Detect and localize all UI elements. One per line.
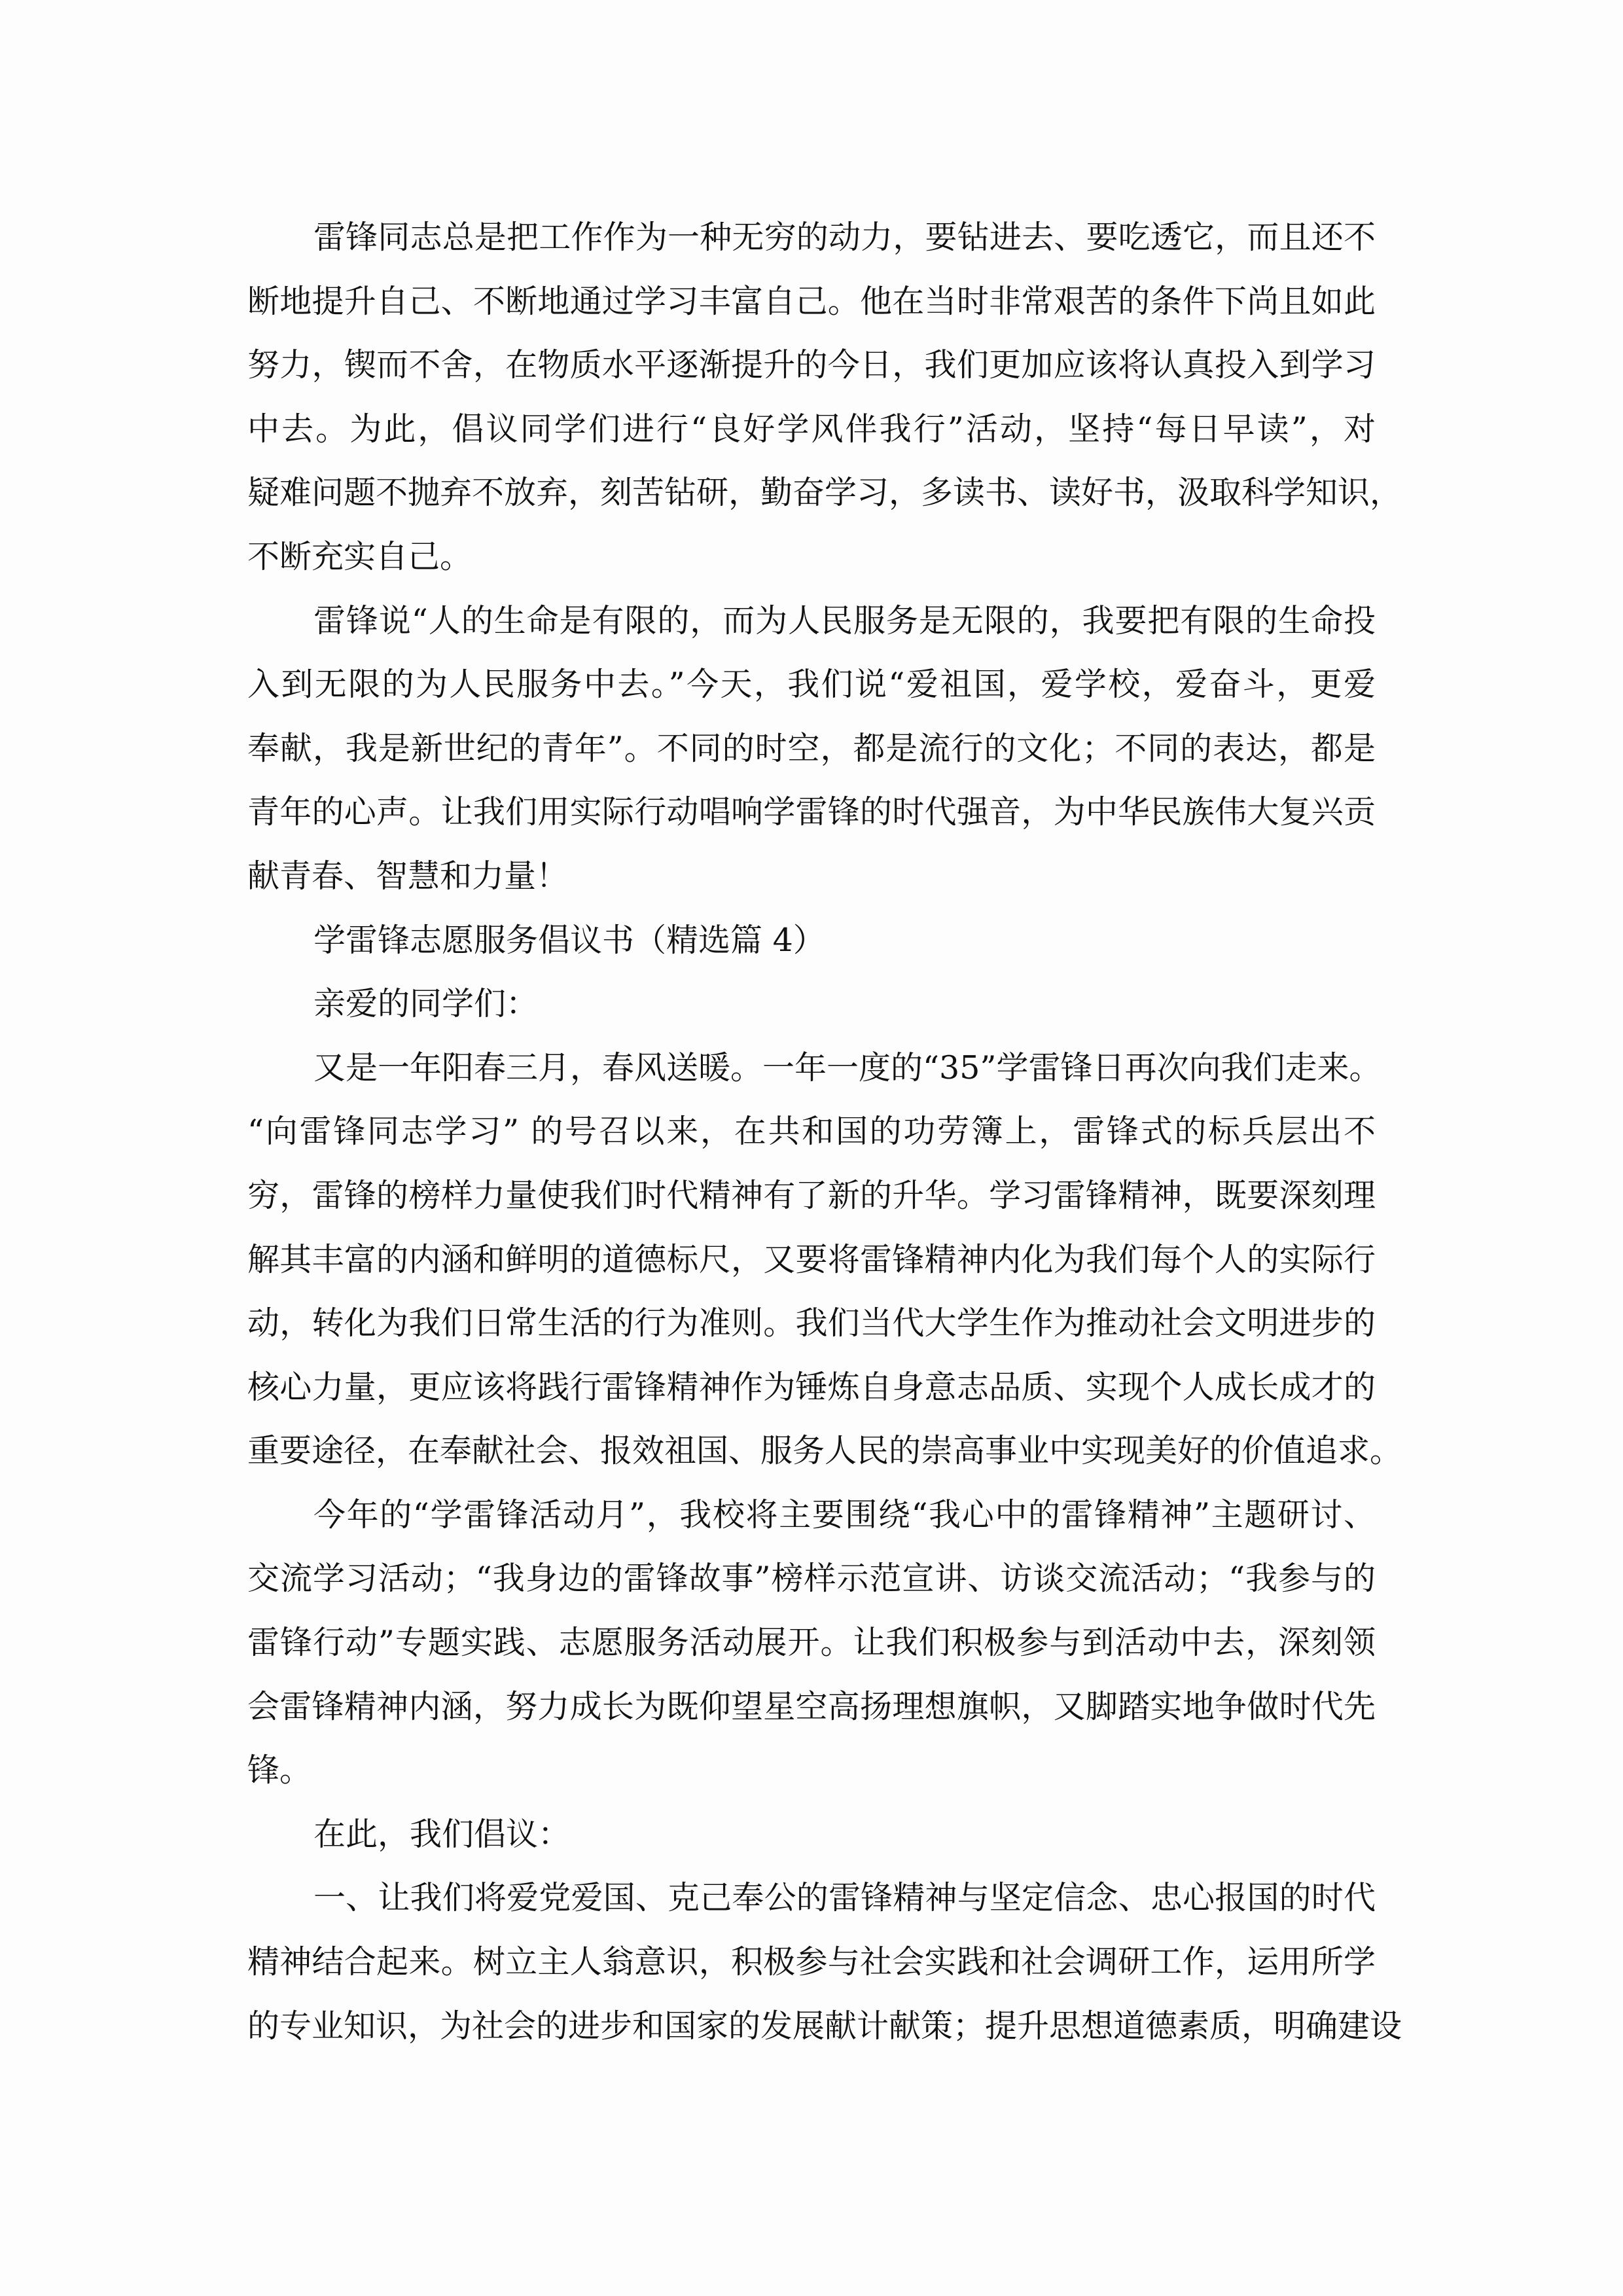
text-line: 解其丰富的内涵和鲜明的道德标尺，又要将雷锋精神内化为我们每个人的实际行: [247, 1240, 1376, 1278]
text-line: 核心力量，更应该将践行雷锋精神作为锤炼自身意志品质、实现个人成长成才的: [247, 1368, 1376, 1406]
text-line: “向雷锋同志学习” 的号召以来，在共和国的功劳簿上，雷锋式的标兵层出不: [247, 1113, 1376, 1151]
text-line: 一、让我们将爱党爱国、克己奉公的雷锋精神与坚定信念、忠心报国的时代: [313, 1879, 1376, 1917]
text-line: 努力，锲而不舍，在物质水平逐渐提升的今日，我们更加应该将认真投入到学习: [247, 346, 1376, 384]
text-line: 中去。为此，倡议同学们进行“良好学风伴我行”活动，坚持“每日早读”，对: [247, 410, 1376, 448]
text-line: 雷锋说“人的生命是有限的，而为人民服务是无限的，我要把有限的生命投: [313, 601, 1376, 639]
text-line: 不断充实自己。: [247, 537, 473, 575]
text-line: 重要途径，在奉献社会、报效祖国、服务人民的崇高事业中实现美好的价值追求。: [247, 1432, 1402, 1470]
text-line: 穷，雷锋的榜样力量使我们时代精神有了新的升华。学习雷锋精神，既要深刻理: [247, 1176, 1376, 1214]
document-body: [247, 206, 1402, 2058]
text-line: 亲爱的同学们：: [313, 985, 539, 1023]
paragraph-proposal-1: [247, 1866, 1402, 2058]
text-line: 动，转化为我们日常生活的行为准则。我们当代大学生作为推动社会文明进步的: [247, 1304, 1376, 1342]
text-line: 雷锋同志总是把工作作为一种无穷的动力，要钻进去、要吃透它，而且还不: [313, 219, 1376, 256]
paragraph-section-title: [247, 908, 1376, 973]
text-line: 青年的心声。让我们用实际行动唱响学雷锋的时代强音，为中华民族伟大复兴贡: [247, 793, 1376, 831]
text-line: 入到无限的为人民服务中去。”今天，我们说“爱祖国，爱学校，爱奋斗，更爱: [247, 666, 1376, 704]
text-line: 学雷锋志愿服务倡议书（精选篇 4）: [313, 921, 825, 959]
text-line: 会雷锋精神内涵，努力成长为既仰望星空高扬理想旗帜，又脚踏实地争做时代先: [247, 1687, 1376, 1725]
text-line: 奉献，我是新世纪的青年”。不同的时空，都是流行的文化；不同的表达，都是: [247, 729, 1376, 767]
text-line: 今年的“学雷锋活动月”，我校将主要围绕“我心中的雷锋精神”主题研讨、: [313, 1496, 1376, 1534]
text-line: 在此，我们倡议：: [313, 1815, 571, 1853]
paragraph-lei-feng-quote: [247, 589, 1376, 908]
text-line: 的专业知识，为社会的进步和国家的发展献计献策；提升思想道德素质，明确建设: [247, 2007, 1402, 2045]
paragraph-activity-month: [247, 1483, 1376, 1803]
text-line: 锋。: [247, 1751, 312, 1789]
text-line: 精神结合起来。树立主人翁意识，积极参与社会实践和社会调研工作，运用所学: [247, 1943, 1376, 1981]
paragraph-proposal-intro: [247, 1803, 1376, 1867]
text-line: 又是一年阳春三月，春风送暖。一年一度的“35”学雷锋日再次向我们走来。: [313, 1049, 1382, 1086]
text-line: 断地提升自己、不断地通过学习丰富自己。他在当时非常艰苦的条件下尚且如此: [247, 282, 1376, 320]
paragraph-salutation: [247, 972, 1376, 1036]
paragraph-spring-march: [247, 1036, 1402, 1483]
text-line: 献青春、智慧和力量！: [247, 857, 569, 895]
text-line: 疑难问题不抛弃不放弃，刻苦钻研，勤奋学习，多读书、读好书，汲取科学知识，: [247, 474, 1402, 512]
text-line: 交流学习活动；“我身边的雷锋故事”榜样示范宣讲、访谈交流活动；“我参与的: [247, 1560, 1376, 1598]
text-line: 雷锋行动”专题实践、志愿服务活动展开。让我们积极参与到活动中去，深刻领: [247, 1624, 1376, 1662]
paragraph-study-effort: [247, 206, 1402, 589]
